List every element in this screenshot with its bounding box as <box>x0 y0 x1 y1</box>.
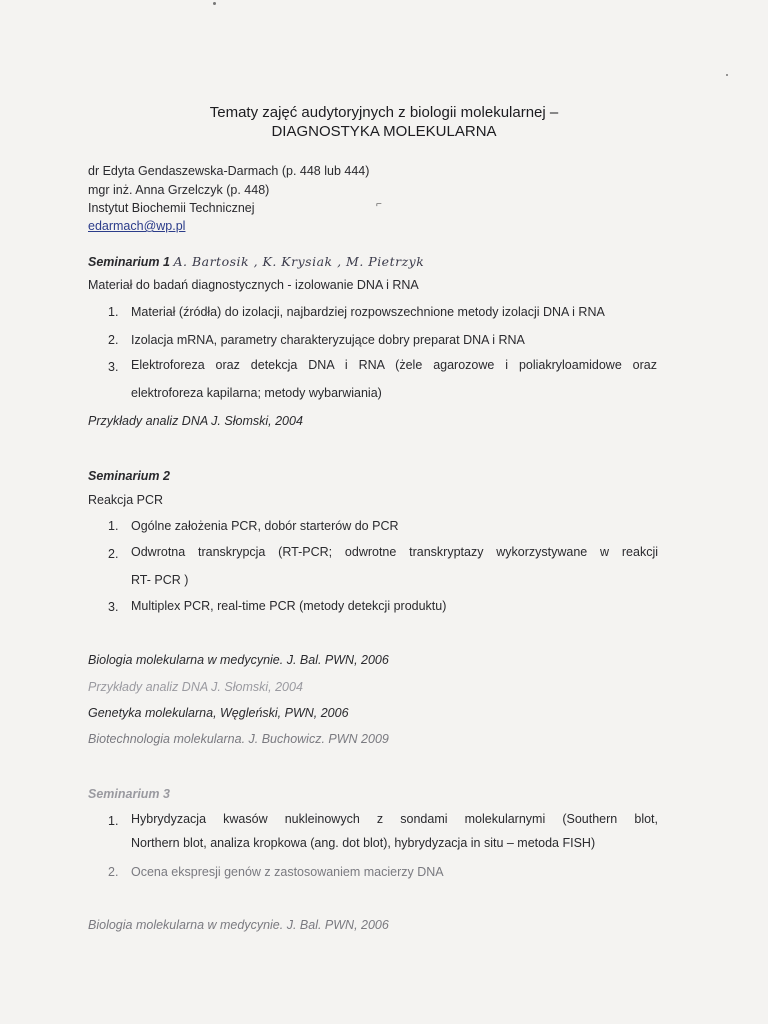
seminar1-item-3-continuation: elektroforeza kapilarna; metody wybarwiania) <box>131 386 382 400</box>
handwritten-names: A. Bartosik , K. Krysiak , M. Pietrzyk <box>173 254 425 269</box>
title-line-1: Tematy zajęć audytoryjnych z biologii molekularnej – <box>209 104 559 121</box>
seminar1-item-3-text: Elektroforeza oraz detekcja DNA i RNA (żele agarozowe i poliakryloamidowe oraz <box>131 358 657 372</box>
seminar1-item-2-number: 2. <box>108 333 119 347</box>
seminar3-item-1-text: Hybrydyzacja kwasów nukleinowych z sondami molekularnymi (Southern blot, <box>131 812 658 826</box>
seminar1-header <box>88 254 424 270</box>
contact-line-1: dr Edyta Gendaszewska-Darmach (p. 448 lub 444) <box>88 164 370 178</box>
seminar2-subtitle: Reakcja PCR <box>88 493 164 507</box>
seminar2-reference-3: Genetyka molekularna, Węgleński, PWN, 2006 <box>88 706 349 720</box>
seminar3-item-1-number: 1. <box>108 814 119 828</box>
title-line-2: DIAGNOSTYKA MOLEKULARNA <box>271 123 497 140</box>
contact-line-2: mgr inż. Anna Grzelczyk (p. 448) <box>88 183 270 197</box>
seminar3-item-2-text: Ocena ekspresji genów z zastosowaniem macierzy DNA <box>131 865 444 879</box>
seminar2-item-1-text: Ogólne założenia PCR, dobór starterów do PCR <box>131 519 399 533</box>
seminar2-item-2-text: Odwrotna transkrypcja (RT-PCR; odwrotne transkryptazy wykorzystywane w reakcji <box>131 545 658 559</box>
seminar2-item-2-number: 2. <box>108 547 119 561</box>
seminar3-heading: Seminarium 3 <box>88 787 170 801</box>
seminar2-item-3-text: Multiplex PCR, real-time PCR (metody detekcji produktu) <box>131 599 447 613</box>
contact-email-link[interactable]: edarmach@wp.pl <box>88 219 186 233</box>
seminar1-heading: Seminarium 1 <box>88 255 170 269</box>
scan-speck <box>726 74 728 76</box>
seminar2-reference-4: Biotechnologia molekularna. J. Buchowicz. PWN 2009 <box>88 732 389 746</box>
contact-line-3: Instytut Biochemii Technicznej <box>88 201 255 215</box>
pen-mark: ⌐ <box>376 199 382 210</box>
seminar2-reference-1: Biologia molekularna w medycynie. J. Bal. PWN, 2006 <box>88 653 389 667</box>
document-title <box>0 103 768 141</box>
seminar3-item-2-number: 2. <box>108 865 119 879</box>
seminar1-item-2-text: Izolacja mRNA, parametry charakteryzujące dobry preparat DNA i RNA <box>131 333 525 347</box>
seminar3-item-1-continuation: Northern blot, analiza kropkowa (ang. dot blot), hybrydyzacja in situ – metoda FISH) <box>131 836 596 850</box>
seminar2-item-2-continuation: RT- PCR ) <box>131 573 189 587</box>
seminar2-item-1-number: 1. <box>108 519 119 533</box>
seminar1-item-1-text: Materiał (źródła) do izolacji, najbardziej rozpowszechnione metody izolacji DNA i RNA <box>131 305 605 319</box>
seminar3-reference-1: Biologia molekularna w medycynie. J. Bal. PWN, 2006 <box>88 918 389 932</box>
seminar1-item-3-number: 3. <box>108 360 119 374</box>
seminar2-item-3-number: 3. <box>108 600 119 614</box>
seminar1-reference-1: Przykłady analiz DNA J. Słomski, 2004 <box>88 414 303 428</box>
scan-speck <box>213 2 216 5</box>
seminar1-item-1-number: 1. <box>108 305 119 319</box>
seminar1-subtitle: Materiał do badań diagnostycznych - izolowanie DNA i RNA <box>88 278 419 292</box>
seminar2-reference-2: Przykłady analiz DNA J. Słomski, 2004 <box>88 680 303 694</box>
seminar2-heading: Seminarium 2 <box>88 469 170 483</box>
